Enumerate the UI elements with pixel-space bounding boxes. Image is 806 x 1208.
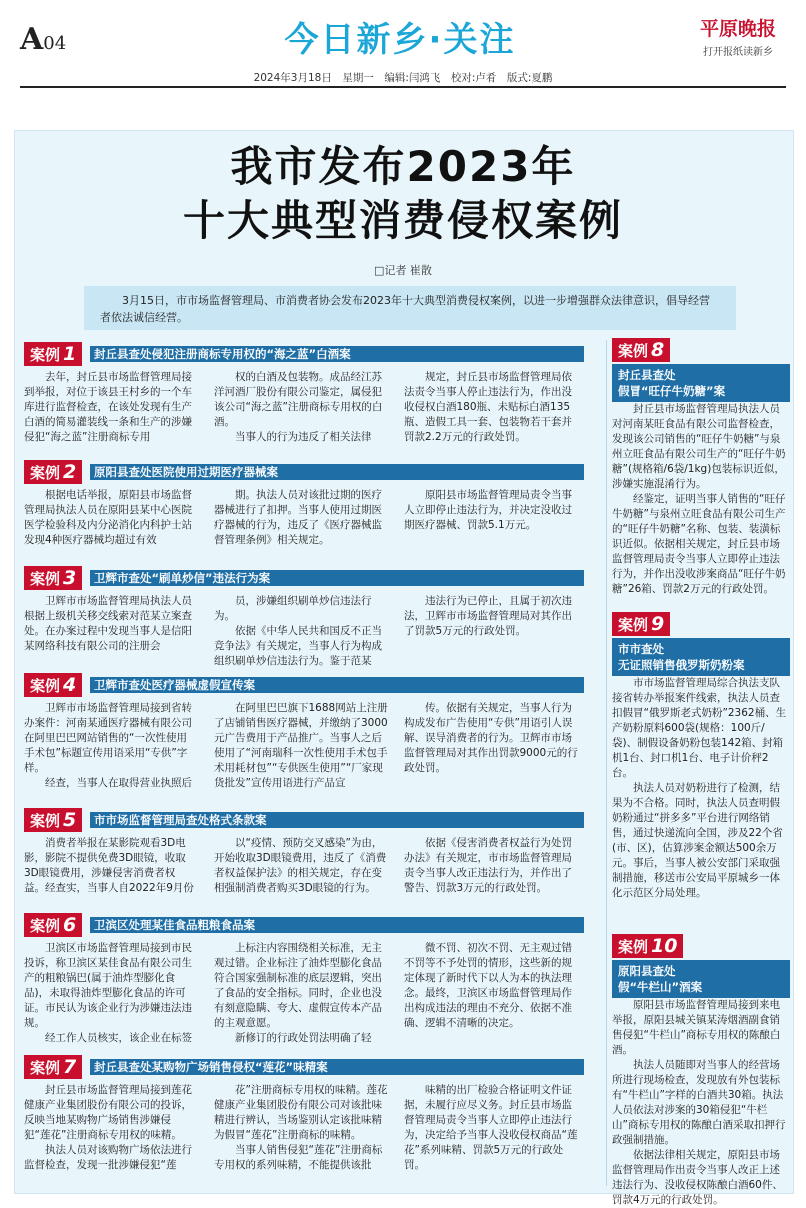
case-body (0, 594, 600, 672)
case-title-band (90, 346, 584, 362)
paragraph: 市市场监督管理局综合执法支队接省转办举报案件线索，执法人员查扣假冒“俄罗斯老式奶粉”2362桶、生产奶粉原料600袋(规格：100斤/袋)、制假设备奶粉包装142箱、封箱机1台、封口机1台、电子计价秤2台。 (612, 677, 787, 779)
logo-name: 平原晚报 (699, 18, 776, 40)
paragraph: 当事人的行为违反了相关法律 (235, 431, 372, 443)
paragraph: 去年，封丘县市场监督管理局接到举报，对位于该县王村乡的一个车库进行监督检查，在该处发现有生产白酒的简易灌装线一条和生产的涉嫌侵犯“海之蓝”注册商标专用 (24, 371, 192, 443)
case-column (404, 1083, 582, 1188)
side-case-header (612, 338, 790, 402)
case-number: 2 (63, 461, 77, 483)
side-case-body (612, 998, 788, 1206)
side-case-header (612, 934, 790, 998)
paragraph: 员，涉嫌组织刷单炒信违法行为。 (214, 595, 372, 622)
case-column (214, 701, 388, 797)
case-title: 卫辉市查处“刷单炒信”违法行为案 (94, 571, 271, 585)
paragraph: 规定，封丘县市场监督管理局依法责令当事人停止违法行为，作出没收侵权白酒180瓶、未贴标白酒135瓶、造假工具一套、包装物若干套并罚款2.2万元的行政处罚。 (404, 371, 572, 443)
case-column (24, 594, 194, 672)
paragraph: 经鉴定，证明当事人销售的“旺仔牛奶糖”与泉州立旺食品有限公司生产的“旺仔牛奶糖”名称、包装、装潢标识近似。依据相关规定，封丘县市场监督管理局责令当事人立即停止违法行为，并作出没收涉案商品“旺仔牛奶糖”26箱、罚款2万元的行政处罚。 (612, 493, 786, 595)
case-number: 1 (63, 343, 77, 365)
paragraph: 味精的出厂检验合格证明文件证据，未履行应尽义务。封丘县市场监督管理局责令当事人立即停止违法行为，决定给予当事人没收侵权商品“莲花”系列味精、罚款5万元的行政处罚。 (404, 1084, 578, 1171)
case-title (612, 638, 790, 676)
case-label: 案例 (30, 464, 61, 482)
case-label: 案例 (30, 677, 61, 695)
paragraph: 执法人员对该购物广场依法进行监督检查，发现一批涉嫌侵犯“莲 (24, 1144, 192, 1171)
case-title-band (90, 464, 584, 480)
paragraph: 经工作人员核实，该企业在标签 (45, 1032, 192, 1044)
case-header (24, 1055, 584, 1079)
case-label: 案例 (30, 570, 61, 588)
case-label: 案例 (30, 917, 61, 935)
case-header (24, 673, 584, 697)
case-number: 3 (63, 567, 77, 589)
case-number: 8 (651, 339, 665, 361)
case-title-line: 封丘县查处 (618, 368, 676, 382)
case-column (214, 941, 388, 1051)
case-number: 10 (651, 935, 678, 957)
case-title-band (90, 1059, 584, 1075)
case-title: 市市场监督管理局查处格式条款案 (94, 813, 267, 827)
paragraph: 封丘县市场监督管理局执法人员对河南某旺食品有限公司监督检查，发现该公司销售的“旺仔牛奶糖”与泉州立旺食品有限公司生产的“旺仔牛奶糖”(规格箱/6袋/1kg)包装标识近似，涉嫌实施混淆行为。 (612, 403, 786, 490)
paragraph: 上标注内容围绕相关标准，无主观过错。企业标注了油炸型膨化食品符合国家强制标准的底层逻辑，突出了食品的安全指标。同时，企业也没有刻意隐瞒、夸大、虚假宣传本产品的主观意愿。 (214, 942, 382, 1029)
paragraph: 期。执法人员对该批过期的医疗器械进行了扣押。当事人使用过期医疗器械的行为，违反了《医疗器械监督管理条例》相关规定。 (214, 489, 382, 546)
case-column (214, 594, 388, 672)
case-body (0, 488, 600, 566)
headline-line-1: 我市发布2023年 (230, 142, 576, 191)
case-header (24, 808, 584, 832)
paragraph: 违法行为已停止，且属于初次违法，卫辉市市场监督管理局对其作出了罚款5万元的行政处罚。 (404, 595, 572, 637)
paragraph: 传。依据有关规定，当事人行为构成发布广告使用“专供”用语引人误解、误导消费者的行为。卫辉市市场监督管理局对其作出罚款9000元的行政处罚。 (404, 702, 578, 774)
case-title: 卫滨区处理某佳食品粗粮食品案 (94, 918, 255, 932)
case-column (24, 488, 194, 566)
section-title: 今日新乡·关注 (284, 20, 516, 60)
case-title-band (90, 570, 584, 586)
case-label: 案例 (30, 812, 61, 830)
paragraph: 依据《中华人民共和国反不正当竞争法》有关规定，当事人行为构成组织刷单炒信违法行为。鉴于范某 (214, 625, 382, 667)
case-column (214, 1083, 388, 1188)
dateline: 2024年3月18日 星期一 编辑:闫鸿飞 校对:卢肴 版式:夏鹏 (253, 72, 553, 84)
case-title-line: 假冒“旺仔牛奶糖”案 (618, 384, 726, 398)
paragraph: 消费者举报在某影院观看3D电影，影院不提供免费3D眼镜，收取3D眼镜费用，涉嫌侵害消费者权益。经查实，当事人自2022年9月份 (24, 837, 194, 894)
case-number: 5 (63, 809, 77, 831)
paragraph: 卫辉市市场监督管理局接到省转办案件：河南某通医疗器械有限公司在阿里巴巴网站销售的“一次性使用手术包”标题宣传用语采用“专供”字样。 (24, 702, 192, 774)
paragraph: 在阿里巴巴旗下1688网站上注册了店铺销售医疗器械，并缴纳了3000元广告费用于产品推广。当事人之后使用了“河南瑞科一次性使用手术包手术用耗材包”“专供医生使用”“厂家现货批发”宣传用语进行产品宣 (214, 702, 388, 789)
case-body (0, 836, 600, 916)
case-label: 案例 (618, 938, 649, 956)
case-tag (24, 342, 82, 366)
paragraph: 依据《侵害消费者权益行为处罚办法》有关规定，市市场监督管理局责令当事人改正违法行为，并作出了警告、罚款3万元的行政处罚。 (404, 837, 572, 894)
case-column (404, 370, 582, 450)
case-title: 封丘县查处某购物广场销售侵权“莲花”味精案 (94, 1060, 328, 1074)
case-tag (24, 566, 82, 590)
case-body (0, 370, 600, 450)
case-column (24, 836, 194, 916)
case-tag (24, 460, 82, 484)
case-number: 6 (63, 914, 77, 936)
logo-slogan: 打开报纸读新乡 (703, 47, 773, 58)
case-column (214, 488, 388, 566)
paragraph: 根据电话举报，原阳县市场监督管理局执法人员在原阳县某中心医院医学检验科及内分泌消化内科护士站发现4种医疗器械均超过有效 (24, 489, 192, 546)
case-header (24, 913, 584, 937)
case-tag (612, 612, 670, 636)
paragraph: 卫滨区市场监督管理局接到市民投诉，称卫滨区某佳食品有限公司生产的粗粮锅巴(属于油炸型膨化食品)，未取得油炸型膨化食品的许可证。市民认为该企业行为涉嫌违法违规。 (24, 942, 192, 1029)
case-title-band (90, 917, 584, 933)
case-number: 4 (63, 674, 77, 696)
case-column (404, 701, 582, 797)
paragraph: 原阳县市场监督管理局接到来电举报，原阳县城关镇某涛烟酒副食销售侵犯“牛栏山”商标专用权的陈酿白酒。 (612, 999, 781, 1056)
paragraph: 封丘县市场监督管理局接到莲花健康产业集团股份有限公司的投诉，反映当地某购物广场销售涉嫌侵犯“莲花”注册商标专用权的味精。 (24, 1084, 192, 1141)
case-column (404, 594, 582, 672)
paragraph: 执法人员对奶粉进行了检测，结果为不合格。同时，执法人员查明假奶粉通过“拼多多”平台进行网络销售，通过快递流向全国，涉及22个省(市、区)，估算涉案金额达500余万元。事后，当事人被公安部门采取强制措施，移送市公安局平原城乡一体化示范区分局处理。 (612, 782, 783, 899)
case-header (24, 460, 584, 484)
page-number: A04 (20, 22, 67, 57)
paragraph: 新修订的行政处罚法明确了轻 (235, 1032, 372, 1044)
case-tag (24, 1055, 82, 1079)
newspaper-logo (688, 14, 788, 58)
masthead (0, 0, 806, 90)
case-number: 7 (63, 1056, 77, 1078)
headline-line-2: 十大典型消费侵权案例 (182, 196, 623, 245)
paragraph: 当事人销售侵犯“莲花”注册商标专用权的系列味精，不能提供该批 (214, 1144, 383, 1171)
paragraph: 依据法律相关规定，原阳县市场监督管理局作出责令当事人改正上述违法行为、没收侵权陈酿白酒60件、罚款4万元的行政处罚。 (612, 1149, 783, 1206)
case-label: 案例 (30, 346, 61, 364)
case-column (214, 370, 388, 450)
paragraph: 经查，当事人在取得营业执照后 (45, 777, 192, 789)
case-body (0, 701, 600, 797)
divider (20, 86, 786, 88)
case-column (24, 1083, 194, 1188)
case-title: 卫辉市查处医疗器械虚假宣传案 (94, 678, 255, 692)
headline (0, 140, 806, 248)
paragraph: 微不罚、初次不罚、无主观过错不罚等不予处罚的情形，这些新的规定体现了新时代下以人为本的执法理念。最终，卫滨区市场监督管理局作出构成违法的理由不充分、依据不准确、逻辑不清晰的决定。 (404, 942, 572, 1029)
case-title-line: 市市查处 (618, 642, 664, 656)
case-number: 9 (651, 613, 665, 635)
case-title: 封丘县查处侵犯注册商标专用权的“海之蓝”白酒案 (94, 347, 351, 361)
case-column (24, 701, 194, 797)
paragraph: 原阳县市场监督管理局责令当事人立即停止违法行为，并决定没收过期医疗器械、罚款5.1万元。 (404, 489, 572, 531)
byline: □记者 崔散 (374, 264, 432, 277)
case-column (24, 941, 194, 1051)
case-title-band (90, 677, 584, 693)
side-case-body (612, 402, 788, 598)
case-tag (24, 808, 82, 832)
case-title-line: 原阳县查处 (618, 964, 676, 978)
case-body (0, 1083, 600, 1188)
case-label: 案例 (30, 1059, 61, 1077)
case-column (404, 488, 582, 566)
case-body (0, 941, 600, 1051)
case-title: 原阳县查处医院使用过期医疗器械案 (94, 465, 278, 479)
case-title-line: 无证照销售俄罗斯奶粉案 (618, 658, 745, 672)
side-case-body (612, 676, 788, 922)
paragraph: 卫辉市市场监督管理局执法人员根据上级机关移交线索对范某立案查处。在办案过程中发现当事人是信阳某网络科技有限公司的注册会 (24, 595, 192, 652)
case-tag (24, 913, 82, 937)
paragraph: 权的白酒及包装物。成品经江苏洋河酒厂股份有限公司鉴定，属侵犯该公司“海之蓝”注册商标专用权的白酒。 (214, 371, 383, 428)
case-tag (612, 338, 670, 362)
case-column (214, 836, 388, 916)
case-column (404, 836, 582, 916)
intro-paragraph: 3月15日，市市场监督管理局、市消费者协会发布2023年十大典型消费侵权案例，以进一步增强群众法律意识，倡导经营者依法诚信经营。 (84, 286, 736, 330)
case-title (612, 364, 790, 402)
paragraph: 以“疫情、预防交叉感染”为由，开始收取3D眼镜费用，违反了《消费者权益保护法》的相关规定，存在变相强制消费者购买3D眼镜的行为。 (214, 837, 387, 894)
case-header (24, 566, 584, 590)
case-column (404, 941, 582, 1051)
case-title (612, 960, 790, 998)
side-case-header (612, 612, 790, 676)
paragraph: 执法人员随即对当事人的经营场所进行现场检查，发现放有外包装标有“牛栏山”字样的白酒共30箱。执法人员依法对涉案的30箱侵犯“牛栏山”商标专用权的陈酿白酒采取扣押行政强制措施。 (612, 1059, 786, 1146)
case-label: 案例 (618, 342, 649, 360)
column-divider (606, 340, 607, 1186)
paragraph: 花”注册商标专用权的味精。莲花健康产业集团股份有限公司对该批味精进行辨认，当场鉴别认定该批味精为假冒“莲花”注册商标的味精。 (214, 1084, 388, 1141)
case-column (24, 370, 194, 450)
case-header (24, 342, 584, 366)
case-label: 案例 (618, 616, 649, 634)
case-tag (24, 673, 82, 697)
case-tag (612, 934, 683, 958)
case-title-line: 假“牛栏山”酒案 (618, 980, 703, 994)
case-title-band (90, 812, 584, 828)
